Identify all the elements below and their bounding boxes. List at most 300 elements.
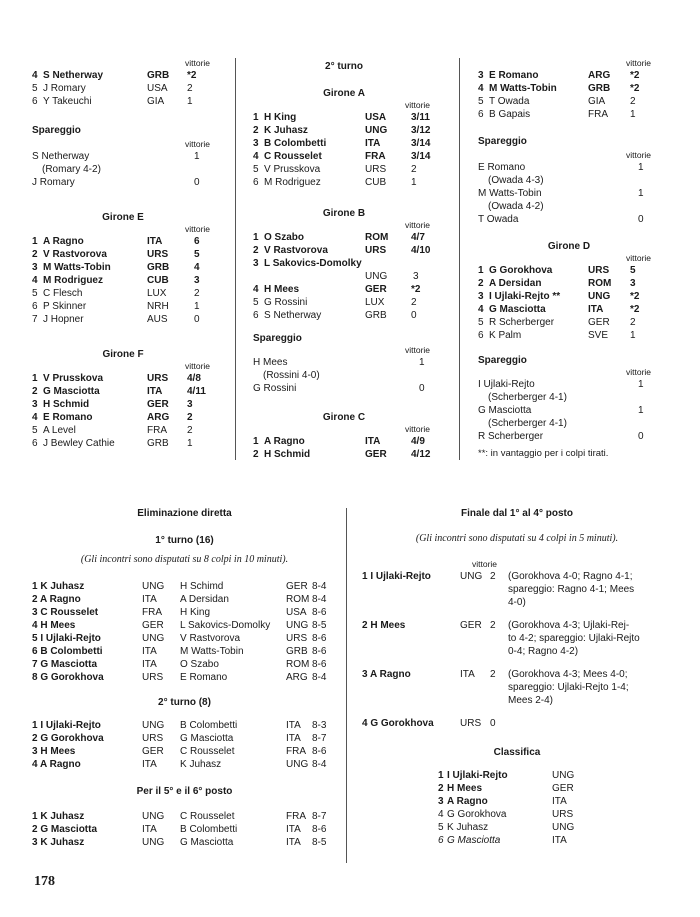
position: 6 [253,310,259,321]
score: 8-7 [312,811,327,822]
athlete-name: K Juhasz [264,125,308,136]
bout-row [32,580,337,593]
loser: V Rastvorova [180,633,241,644]
wins: 3 [194,275,200,286]
wins: 3/12 [411,125,431,136]
spareggio-note [478,391,678,404]
nation: GRB [365,310,387,321]
athlete-name: V Rastvorova [264,245,328,256]
vittorie-header: vittorie [405,220,431,230]
turno-1-note: (Gli incontri sono disputati su 8 colpi in 10 minuti). [80,554,289,565]
athlete-name: J Romary [32,177,75,188]
girone-f-title: Girone F [102,349,144,360]
standing-row [478,108,678,121]
loser: B Colombetti [180,824,238,835]
vittorie-header: vittorie [626,58,652,68]
standing-row [253,309,453,322]
wins: 1 [187,438,193,449]
athlete-name: E Romano [489,70,539,81]
winner-nation: URS [142,733,164,744]
finale-section [362,507,672,847]
score: 8-6 [312,659,327,670]
winner-nation: UNG [142,633,165,644]
position: 5 [32,83,38,94]
athlete-name: 4 G Gorokhova [362,718,434,729]
loser-nation: ITA [286,837,301,848]
wins: *2 [630,304,640,315]
spareggio-title: Spareggio [478,355,527,366]
winner-nation: ITA [142,759,157,770]
bout-row [32,645,337,658]
standing-row [253,111,453,124]
nation: ITA [365,138,381,149]
winner: 4 A Ragno [32,759,81,770]
athlete-name: V Prusskova [43,373,104,384]
standing-row [478,316,678,329]
vittorie-header: vittorie [626,367,652,377]
wins: 0 [638,214,644,225]
nation: GRB [147,70,170,81]
turno-2-table [32,719,337,771]
athlete-name: B Gapais [489,109,531,120]
finale-entry [362,668,672,707]
nation: GRB [147,262,170,273]
winner: 6 B Colombetti [32,646,103,657]
loser-nation: ITA [286,733,301,744]
bout-row [32,593,337,606]
standing-row [32,235,232,248]
score: 8-4 [312,759,327,770]
score: 8-5 [312,837,327,848]
winner: 1 K Juhasz [32,581,85,592]
wins: *2 [630,291,640,302]
athlete-name: S Netherway [264,310,322,321]
score: 8-4 [312,672,327,683]
bout-row [32,745,337,758]
athlete-name: 2 H Mees [362,620,406,631]
athlete-name: M Rodriguez [43,275,103,286]
bout-row [32,823,337,836]
score: 8-4 [312,581,327,592]
position: 1 [478,265,484,276]
winner: 2 G Masciotta [32,824,98,835]
bout-row [32,619,337,632]
standing-row [253,257,453,283]
winner-nation: UNG [142,837,165,848]
girone-e-title: Girone E [102,212,144,223]
standing-row [253,176,453,189]
loser: K Juhasz [180,759,222,770]
girone-d-table [478,264,678,342]
position: 2 [438,783,444,794]
finale-table [362,570,672,730]
athlete-name: I Ujlaki-Rejto ** [489,291,561,302]
column-divider [235,58,236,460]
athlete-name: T Owada [489,96,530,107]
loser-nation: ITA [286,720,301,731]
position: 1 [32,373,38,384]
spareggio-row [478,187,678,200]
bout-row [32,719,337,732]
winner: 3 H Mees [32,746,76,757]
athlete-name: A Level [43,425,76,436]
athlete-name: L Sakovics-Domolky [264,258,362,269]
position: 3 [478,70,484,81]
wins: 1 [419,357,425,368]
position: 6 [253,177,259,188]
standing-row [32,411,232,424]
score: 8-6 [312,607,327,618]
score: 8-6 [312,746,327,757]
athlete-name: G Rossini [253,383,297,394]
athlete-name: S Netherway [43,70,104,81]
athlete-name: A Dersidan [489,278,542,289]
finale-entry [362,619,672,658]
position: 2 [32,249,38,260]
standing-row [32,95,232,108]
athlete-name: M Watts-Tobin [43,262,111,273]
nation: ITA [460,669,475,680]
winner: 8 G Gorokhova [32,672,104,683]
wins: 3 [630,278,636,289]
standing-row [32,424,232,437]
loser: C Rousselet [180,746,235,757]
wins: 4/11 [187,386,206,397]
athlete-name: H Mees [447,783,483,794]
athlete-name: I Ujlaki-Rejto [447,770,508,781]
standing-row [253,163,453,176]
spareggio-title: Spareggio [253,333,302,344]
athlete-name: K Juhasz [447,822,489,833]
spareggio-note [253,369,453,382]
position: 4 [478,83,484,94]
athlete-name: G Masciotta [43,386,100,397]
wins: 0 [419,383,425,394]
nation: GIA [588,96,606,107]
wins: 0 [194,314,200,325]
wins: 2 [194,288,200,299]
position: 2 [253,449,259,460]
girone-d-title: Girone D [547,241,591,252]
spareggio-list [478,161,678,226]
position: 5 [32,425,38,436]
bout-row [32,836,337,849]
loser-nation: FRA [286,746,306,757]
finale-entry [362,570,672,609]
winner: 1 K Juhasz [32,811,85,822]
spareggio-list [253,356,453,395]
nation: URS [365,164,387,175]
athlete-name: V Rastvorova [43,249,107,260]
standing-row [32,398,232,411]
winner-nation: FRA [142,607,162,618]
spareggio-row [478,213,678,226]
vittorie-header: vittorie [405,424,431,434]
wins: 1 [194,301,200,312]
standing-row [253,150,453,163]
loser-nation: URS [286,633,308,644]
loser: E Romano [180,672,228,683]
posto-table [32,810,337,849]
position: 2 [253,245,259,256]
vittorie-header: vittorie [185,361,211,371]
wins: 2 [490,620,496,631]
athlete-name: R Scherberger [489,317,555,328]
athlete-name: G Rossini [264,297,308,308]
section-divider [346,508,347,863]
nation: USA [365,112,387,123]
position: 4 [32,275,38,286]
standing-row [478,264,678,277]
position: 4 [32,70,38,81]
athlete-name: M Watts-Tobin [489,83,557,94]
finale-detail: spareggio: Ujlaki-Rejto 1-4; [508,682,629,693]
spareggio-note [478,200,678,213]
wins: 4/12 [411,449,431,460]
athlete-name: K Palm [489,330,522,341]
wins: 2 [411,164,417,175]
athlete-name: H Schmid [264,449,311,460]
wins: *2 [411,284,421,295]
classifica-table [362,769,672,847]
athlete-name: H Mees [264,284,300,295]
athlete-name: C Flesch [43,288,83,299]
vittorie-header: vittorie [472,559,498,569]
winner: 3 C Rousselet [32,607,99,618]
wins: 4/10 [411,245,431,256]
spareggio-result: (Romary 4-2) [42,164,101,175]
athlete-name: S Netherway [32,151,90,162]
standing-row [478,95,678,108]
position: 5 [478,317,484,328]
standing-row [478,303,678,316]
spareggio-note [478,174,678,187]
winner-nation: UNG [142,720,165,731]
nation: ITA [552,796,567,807]
loser-nation: UNG [286,759,309,770]
nation: CUB [147,275,169,286]
position: 3 [438,796,444,807]
athlete-name: T Owada [478,214,519,225]
winner: 2 A Ragno [32,594,81,605]
standing-row [253,448,453,461]
athlete-name: G Masciotta [478,405,532,416]
athlete-name: 3 A Ragno [362,669,411,680]
position: 1 [253,112,259,123]
classifica-row [362,808,672,821]
nation: UNG [460,571,483,582]
winner: 7 G Masciotta [32,659,98,670]
score: 8-3 [312,720,327,731]
wins: 1 [187,96,193,107]
position: 4 [253,151,259,162]
position: 5 [32,288,38,299]
nation: URS [147,373,169,384]
nation: GER [588,317,610,328]
winner-nation: URS [142,672,164,683]
athlete-name: B Colombetti [264,138,327,149]
nation: LUX [147,288,167,299]
winner: 2 G Gorokhova [32,733,104,744]
bout-row [32,671,337,684]
wins: *2 [630,70,640,81]
loser: O Szabo [180,659,219,670]
spareggio-result: (Owada 4-3) [488,175,544,186]
loser-nation: ROM [286,659,310,670]
loser: G Masciotta [180,837,234,848]
winner-nation: UNG [142,811,165,822]
column-divider [459,58,460,460]
finale-detail: 4-0) [508,597,526,608]
athlete-name: V Prusskova [264,164,321,175]
nation: AUS [147,314,168,325]
wins: 0 [490,718,496,729]
position: 1 [438,770,444,781]
loser-nation: ARG [286,672,308,683]
wins: 1 [630,109,636,120]
nation: GER [460,620,482,631]
athlete-name: P Skinner [43,301,87,312]
nation: ITA [147,386,163,397]
score: 8-4 [312,594,327,605]
position: 4 [438,809,444,820]
position: 6 [478,330,484,341]
wins: 0 [638,431,644,442]
nation: FRA [365,151,386,162]
spareggio-result: (Scherberger 4-1) [488,418,567,429]
classifica-title: Classifica [493,747,541,758]
girone-e-table [32,235,232,326]
score: 8-5 [312,620,327,631]
standing-row [32,261,232,274]
standing-row [253,435,453,448]
finale-detail: (Gorokhova 4-3; Ujlaki-Rej- [508,620,630,631]
winner: 3 K Juhasz [32,837,85,848]
wins: 3/14 [411,138,431,149]
athlete-name: Y Takeuchi [43,96,92,107]
nation: GRB [588,83,611,94]
finale-detail: 0-4; Ragno 4-2) [508,646,579,657]
nation: CUB [365,177,387,188]
athlete-name: A Ragno [447,796,488,807]
nation: UNG [365,125,388,136]
loser: A Dersidan [180,594,229,605]
nation: UNG [588,291,611,302]
position: 5 [438,822,444,833]
wins: 1 [638,379,644,390]
wins: 4/8 [187,373,201,384]
athlete-name: H Mees [253,357,288,368]
score: 8-6 [312,646,327,657]
standing-row [32,274,232,287]
spareggio-row [478,378,678,391]
position: 6 [478,109,484,120]
girone-a-table [253,111,453,189]
position: 6 [32,301,38,312]
finale-title: Finale dal 1° al 4° posto [461,508,573,519]
winner-nation: ITA [142,594,157,605]
athlete-name: G Masciotta [489,304,546,315]
spareggio-result: (Rossini 4-0) [263,370,320,381]
nation: URS [365,245,387,256]
wins: 5 [194,249,200,260]
position: 3 [253,258,259,269]
wins: 1 [194,151,200,162]
nation: NRH [147,301,169,312]
position: 7 [32,314,38,325]
position: 2 [32,386,38,397]
wins: 4 [194,262,200,273]
winner-nation: ITA [142,646,157,657]
finale-entry [362,717,672,730]
standing-row [253,296,453,309]
standing-row [478,69,678,82]
standing-row [32,385,232,398]
nation: ITA [552,835,567,846]
wins: 1 [638,405,644,416]
nation: ITA [147,236,163,247]
spareggio-result: (Owada 4-2) [488,201,544,212]
loser-nation: GRB [286,646,308,657]
wins: 3/11 [411,112,430,123]
posto-title: Per il 5° e il 6° posto [136,786,233,797]
wins: 3 [413,271,419,282]
bout-row [32,758,337,771]
athlete-name: G Gorokhova [489,265,553,276]
standing-row [253,283,453,296]
vittorie-header: vittorie [185,58,211,68]
standing-row [32,287,232,300]
position: 6 [32,96,38,107]
athlete-name: A Ragno [43,236,84,247]
spareggio-row [478,161,678,174]
loser-nation: GER [286,581,308,592]
position: 6 [438,835,444,846]
wins: 2 [187,412,193,423]
loser: H King [180,607,211,618]
standing-row [253,244,453,257]
wins: 3/14 [411,151,431,162]
position: 5 [478,96,484,107]
position: 2 [478,278,484,289]
athlete-name: E Romano [478,162,526,173]
spareggio-note [32,163,232,176]
elimination-section [32,507,337,849]
wins: 2 [490,571,496,582]
girone-c-title: Girone C [322,412,366,423]
nation: GIA [147,96,165,107]
standing-row [253,124,453,137]
classifica-row [362,782,672,795]
vittorie-header: vittorie [405,345,431,355]
loser-nation: FRA [286,811,306,822]
athlete-name: M Rodriguez [264,177,321,188]
girone-c-continued [478,69,678,121]
athlete-name: I Ujlaki-Rejto [478,379,535,390]
spareggio-row [253,356,453,369]
nation: ARG [588,70,611,81]
spareggio-title: Spareggio [478,136,527,147]
athlete-name: M Watts-Tobin [478,188,542,199]
standing-row [32,437,232,450]
wins: *2 [187,70,197,81]
position: 3 [253,138,259,149]
standing-row [478,277,678,290]
nation: ROM [588,278,612,289]
winner-nation: GER [142,746,164,757]
position: 3 [32,399,38,410]
loser: M Watts-Tobin [180,646,244,657]
